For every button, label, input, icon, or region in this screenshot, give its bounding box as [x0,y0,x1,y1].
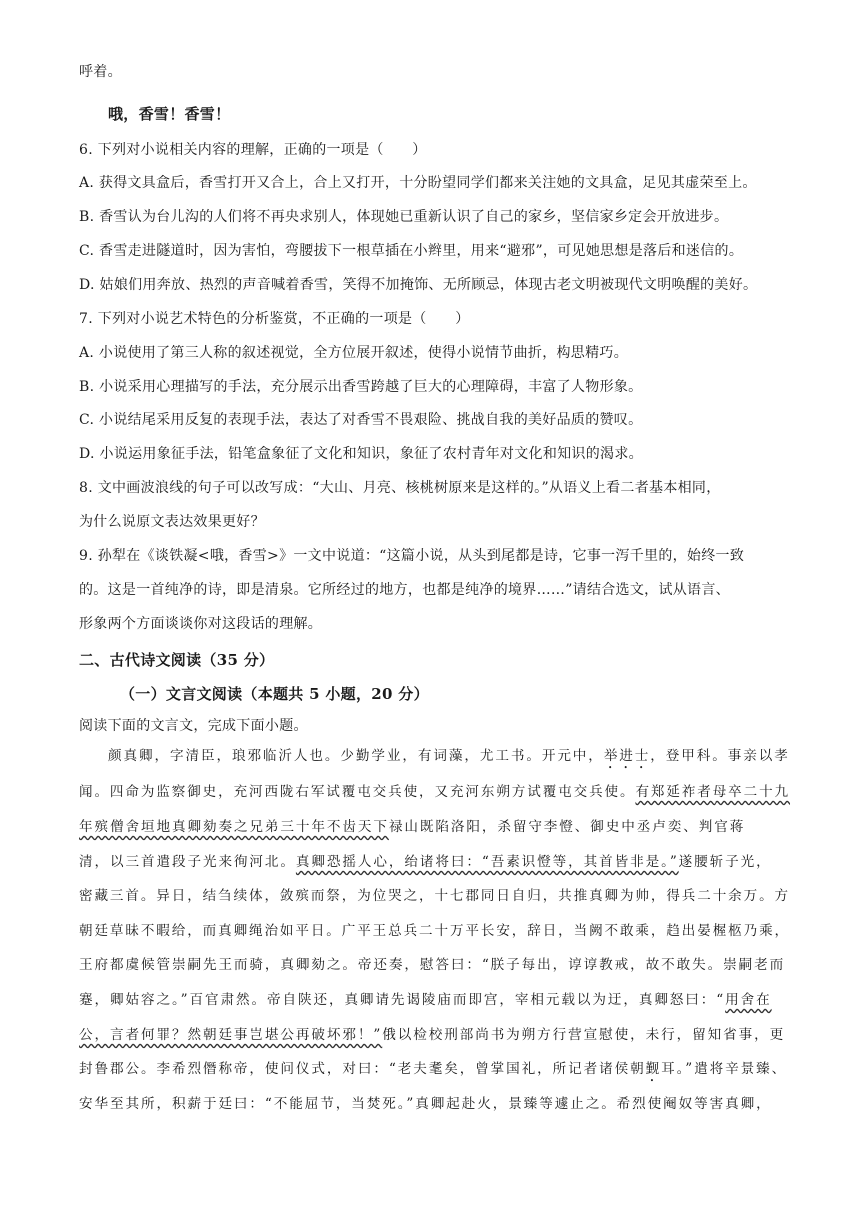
question-9-line: 的。这是一首纯净的诗，即是清泉。它所经过的地方，也都是纯净的境界……”请结合选文，试从语言、 [79,582,730,598]
classical-text-segment: 蹇，卿姑容之。”百官肃然。帝自陕还，真卿请先谒陵庙而即宫，宰相元载以为迂，真卿怒曰：“ [79,992,726,1008]
question-7-option-a: A. 小说使用了第三人称的叙述视觉，全方位展开叙述，使得小说情节曲折，构思精巧。 [79,345,629,361]
classical-text-line [79,817,745,837]
section-2-instruction: 阅读下面的文言文，完成下面小题。 [79,718,308,734]
story-tail-exclamation: 哦，香雪！香雪！ [108,105,231,123]
classical-text-segment: 俄以检校刑部尚书为朔方行营宣慰使，未行，留知省事，更 [382,1027,786,1043]
question-7-option-d: D. 小说运用象征手法，铅笔盒象征了文化和知识，象征了农村青年对文化和知识的渴求。 [79,446,643,462]
classical-text-segment: 清，以三首遣段子光来徇河北。 [79,854,296,870]
classical-text-line [79,852,772,872]
question-8-line: 8. 文中画波浪线的句子可以改写成：“大山、月亮、核桃树原来是这样的。”从语义上看二者基本相同， [79,480,721,496]
emphasis-dotted-word: 觐 [645,1061,662,1077]
question-6-option-d: D. 姑娘们用奔放、热烈的声音喊着香雪，笑得不加掩饰、无所顾忌，体现古老文明被现代文明唤醒的美好。 [79,277,758,293]
classical-text-segment: 封鲁郡公。李希烈僭称帝，使问仪式，对曰：“老夫耄矣，曾掌国礼，所记者诸侯朝 [79,1061,646,1077]
classical-text-segment: 颜真卿，字清臣，琅邪临沂人也。少勤学业，有词藻，尤工书。开元中， [108,748,604,764]
classical-text-line: 王府都虞候管崇嗣先王而骑，真卿劾之。帝还奏，慰答曰：“朕子每出，谆谆教戒，故不敢失。崇嗣老而 [79,957,786,973]
classical-text-segment: 禄山既陷洛阳，杀留守李憕、御史中丞卢奕、判官蒋 [388,819,746,835]
classical-text-line [79,1059,787,1085]
underlined-sentence: 真卿恐摇人心，绐诸将曰：“吾素识憕等，其首皆非是。” [295,854,679,870]
question-8-line: 为什么说原文表达效果更好？ [79,514,265,530]
section-2-subtitle: （一）文言文阅读（本题共 5 小题，20 分） [120,685,429,703]
underlined-sentence: 有郑延祚者母卒二十九 [635,784,791,800]
classical-text-segment: 耳。”遣将辛景臻、 [661,1061,788,1077]
underlined-sentence: 用舍在 [725,992,772,1008]
classical-text-segment: 闻。四命为监察御史，充河西陇右军试覆屯交兵使，又充河东朔方试覆屯交兵使。 [79,784,636,800]
underlined-sentence: 年殡僧舍垣地真卿劾奏之兄弟三十年不齿天下 [79,819,389,835]
question-9-line: 9. 孙犁在《谈铁凝<哦，香雪>》一文中说道：“这篇小说，从头到尾都是诗，它事一泻千里的，始终一致 [79,548,745,564]
story-tail-line: 呼着。 [79,64,122,80]
classical-text-line [79,782,790,802]
classical-text-line: 密藏三首。异日，结刍续体，敛殡而祭，为位哭之，十七郡同日自归，共推真卿为帅，得兵二十余万。方 [79,888,791,904]
classical-text-segment: 遂腰斩子光， [678,854,772,870]
question-9-line: 形象两个方面谈谈你对这段话的理解。 [79,616,323,632]
classical-text-line: 朝廷草昧不暇给，而真卿绳治如平日。广平王总兵二十万平长安，辞日，当阙不敢乘，趋出晏楃柩乃乘， [79,923,791,939]
classical-text-line [79,1025,785,1045]
question-7-option-c: C. 小说结尾采用反复的表现手法，表达了对香雪不畏艰险、挑战自我的美好品质的赞叹。 [79,412,643,428]
question-7-stem: 7. 下列对小说艺术特色的分析鉴赏，不正确的一项是（ ） [79,311,470,327]
classical-text-segment: ，登甲科。事亲以孝 [650,748,790,764]
section-2-title: 二、古代诗文阅读（35 分） [79,651,275,669]
question-7-option-b: B. 小说采用心理描写的手法，充分展示出香雪跨越了巨大的心理障碍，丰富了人物形象。 [79,379,643,395]
question-6-option-c: C. 香雪走进隧道时，因为害怕，弯腰拔下一根草插在小辫里，用来“避邪”，可见她思想是落后和迷信的。 [79,243,744,259]
underlined-sentence: 公，言者何罪？然朝廷事岂堪公再破坏邪！” [79,1027,383,1043]
question-6-option-b: B. 香雪认为台儿沟的人们将不再央求别人，体现她已重新认识了自己的家乡，坚信家乡定会开放进步。 [79,209,729,225]
classical-text-line [79,990,772,1010]
question-6-option-a: A. 获得文具盒后，香雪打开又合上，合上又打开，十分盼望同学们都来关注她的文具盒，足见其虚荣至上。 [79,175,757,191]
classical-text-line: 安华至其所，积薪于廷曰：“不能屈节，当焚死。”真卿起赴火，景臻等遽止之。希烈使阉奴等害真卿， [79,1096,772,1112]
question-6-stem: 6. 下列对小说相关内容的理解，正确的一项是（ ） [79,142,427,158]
classical-text-line [108,746,790,772]
emphasis-dotted-word: 举进士 [603,748,651,764]
